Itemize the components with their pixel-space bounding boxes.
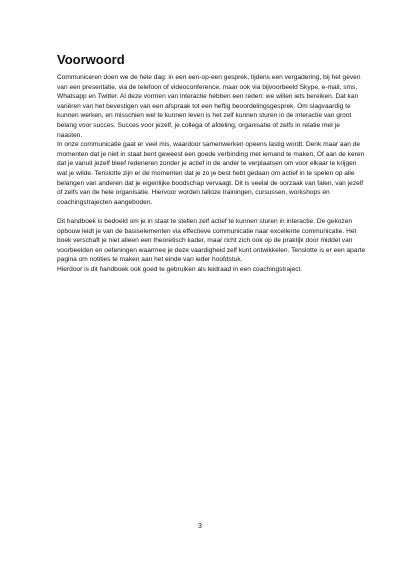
- page-title: Voorwoord: [57, 52, 125, 67]
- page-number: 3: [198, 523, 202, 530]
- paragraph-purpose: Dit handboek is bedoeld om je in staat te stellen zelf actief te kunnen sturen in interactie. De gekozen opbouw leidt je van de basiselementen via effectieve communicatie naar excellente communicatie. Het boek verschaft je niet alleen een theoretisch kader, maar richt zich ook op de praktijk door middel van voorbeelden en oefeningen waarmee je deze vaardigheid zelf kunt ontwikkelen. Tenslotte is er een aparte pagina om notities te maken aan het einde van ieder hoofdstuk.: [57, 217, 366, 264]
- paragraph-coaching: Hierdoor is dit handboek ook goed te gebruiken als leidraad in een coachingstraject.: [57, 265, 303, 273]
- paragraph-problems: In onze communicatie gaat er veel mis, waardoor samenwerken opeens lastig wordt. Denk maar aan de momenten dat je niet in staat bent geweest een goede verbinding met iemand te maken. Of aan de keren dat je vanuit jezelf bleef redeneren zonder je actief in de ander te verplaatsen om voor elkaar te krijgen wat je wilde. Tenslotte zijn er de momenten dat je zo je best hebt gedaan om actief in te spelen op alle belangen van anderen dat je eigenlijke boodschap vervaagt. Dit is veelal de oorzaak van falen, van jezelf of zelfs van de hele organisatie. Hiervoor worden talloze trainingen, cursussen, workshops en coachingstrajecten aangeboden.: [57, 141, 365, 206]
- body-text: [57, 73, 367, 274]
- paragraph-intro: Communiceren doen we de hele dag: in een een-op-een gesprek, tijdens een vergadering, bij het geven van een presentatie, via de telefoon of videoconference, maar ook via bijvoorbeeld Skype, e-mail, sms, Whatsapp en Twitter. Al deze vormen van interactie hebben een reden: we willen iets bereiken. Dat kan variëren van het bevestigen van een afspraak tot een heftig beoordelingsgesprek. Om slagvaardig te kunnen werken, en misschien wel te kunnen leven is het zelf kunnen sturen in de interactie van groot belang voor succes. Succes voor jezelf, je collega of afdeling, organisatie of zelfs in relatie met je naasten.: [57, 74, 361, 139]
